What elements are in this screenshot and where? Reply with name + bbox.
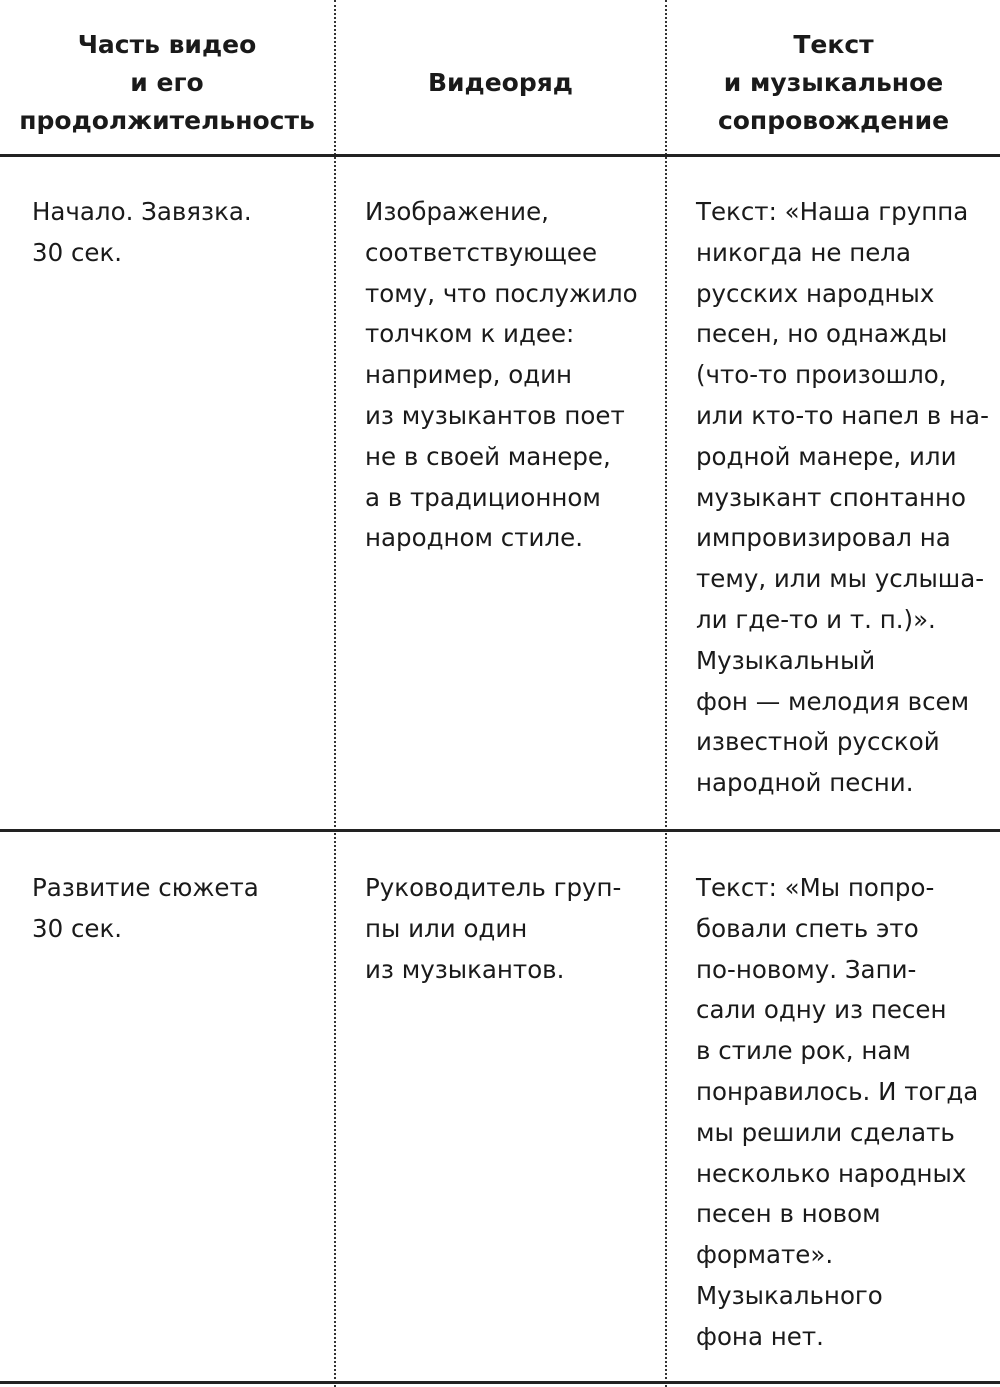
- column-divider-1: [334, 0, 336, 1387]
- row-1-video: Изображение, соответствующее тому, что послужило толчком к идее: например, один из музыкантов поет не в своей манере, а в традиционном народном стиле.: [365, 197, 638, 553]
- row-2-text-music: Текст: «Мы попро- бовали спеть это по-новому. Запи- сали одну из песен в стиле рок, нам понравилось. И тогда мы решили сделать несколько народных песен в новом формате». Музыкального фона нет.: [696, 873, 979, 1351]
- column-divider-2: [665, 0, 667, 1387]
- row-1-text-music: Текст: «Наша группа никогда не пела русских народных песен, но однажды (что-то произошло, или кто-то напел в на- родной манере, или музыкант спонтанно импровизировал на тему, или мы услыша- ли где-то и т. п.)». Музыкальный фон — мелодия всем известной русской народной песни.: [696, 197, 989, 798]
- table-bottom-rule: [0, 1381, 1000, 1384]
- row-2-part: Развитие сюжета 30 сек.: [32, 873, 259, 943]
- header-rule: [0, 154, 1000, 157]
- row-2-video: Руководитель груп- пы или один из музыкантов.: [365, 873, 622, 984]
- row-divider: [0, 829, 1000, 832]
- header-part-duration: Часть видео и его продолжительность: [19, 30, 315, 135]
- row-1-part: Начало. Завязка. 30 сек.: [32, 197, 252, 267]
- header-video-sequence: Видеоряд: [427, 68, 574, 97]
- header-text-music: Текст и музыкальное сопровождение: [717, 30, 950, 135]
